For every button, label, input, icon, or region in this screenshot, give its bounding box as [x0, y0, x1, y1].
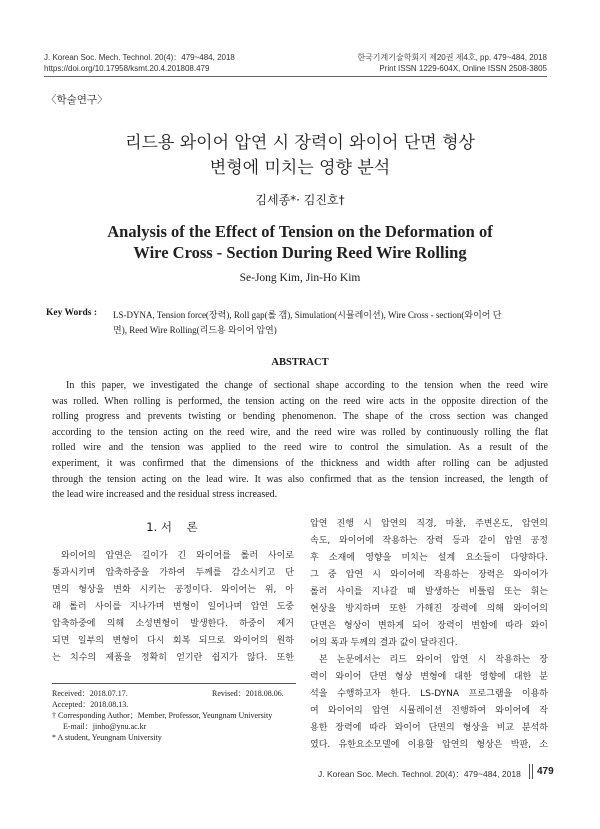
footer-divider — [529, 764, 530, 779]
body-line: 그 중 압연 시 와이어에 작용하는 장력은 와이어가 — [310, 570, 548, 580]
body-line: 용한 장력에 따라 와이어 단면의 형상을 비교 분석하 — [310, 723, 548, 733]
footer-divider — [532, 764, 533, 779]
student-note: * A student, Yeungnam University — [52, 733, 162, 742]
page-number: 479 — [537, 766, 554, 777]
title-ko-line2: 변형에 미치는 영향 분석 — [209, 158, 391, 178]
keywords-label: Key Words : — [46, 308, 98, 318]
keywords-line2: 면), Reed Wire Rolling(리드용 와이어 압연) — [113, 325, 277, 335]
article-category: 〈학술연구〉 — [46, 94, 108, 106]
abstract-line: experiment, it was confirmed that the dimensions of the thickness and width after rolling can be adjusted — [52, 457, 548, 469]
abstract-line: rolling progress and prevents twisting or bending phenomenon. The shape of the cross section was changed — [52, 411, 548, 423]
body-line: 력이 와이어 단면 형상 변형에 대한 영향에 대한 분 — [310, 672, 548, 682]
body-line: 단면은 형상이 변하게 되어 장력이 변함에 따라 와이 — [310, 621, 548, 631]
issn-line: Print ISSN 1229-604X, Online ISSN 2508-3805 — [379, 64, 547, 73]
keywords-line1: LS-DYNA, Tension force(장력), Roll gap(롤 갭), Simulation(시뮬레이션), Wire Cross - section(와이어 단 — [113, 310, 502, 320]
corresponding-author: † Corresponding Author；Member, Professor, Yeungnam University — [52, 711, 273, 720]
footnote-rule — [52, 683, 296, 684]
abstract-line: In this paper, we investigated the change of sectional shape according to the tension when the reed wire — [66, 380, 548, 391]
body-line: 통과시키며 압축하중을 가하여 두께를 감소시키고 단 — [52, 568, 294, 578]
body-line: 래 롤러 사이를 지나가며 변형이 일어나며 압연 도중 — [52, 602, 294, 612]
title-ko-line1: 리드용 와이어 압연 시 장력이 와이어 단면 형상 — [125, 133, 475, 153]
authors-ko: 김세종*· 김진호† — [255, 193, 345, 207]
revised-date: Revised：2018.08.06. — [212, 689, 284, 698]
abstract-line: the lead wire increased and the residual stress increased. — [52, 489, 278, 501]
body-line: 와이어의 압연은 길이가 긴 와이어를 롤러 사이로 — [61, 551, 294, 561]
body-line: 압연 진행 시 압연의 직경, 마찰, 주변온도, 압연의 — [310, 519, 548, 529]
body-line: 속도, 와이어에 작용하는 장력 등과 같이 압연 공정 — [310, 536, 548, 546]
authors-en: Se-Jong Kim, Jin-Ho Kim — [239, 272, 361, 284]
footer-citation: J. Korean Soc. Mech. Technol. 20(4)：479~484, 2018 — [318, 769, 521, 779]
title-en-line1: Analysis of the Effect of Tension on the Deformation of — [107, 222, 493, 241]
body-line: 면의 형상을 변화 시키는 공정이다. 와이어는 위, 아 — [52, 585, 294, 595]
received-date: Received：2018.07.17. — [52, 689, 128, 698]
journal-citation-left: J. Korean Soc. Mech. Technol. 20(4)：479~484, 2018 — [44, 53, 235, 62]
header-rule — [44, 76, 547, 77]
body-line: 롤러 사이를 지나갈 때 발생하는 비틀림 또는 휘는 — [310, 587, 548, 597]
abstract-line: was rolled. When rolling is performed, the tension acting on the reed wire acts in the opposite direction of the — [52, 395, 548, 407]
abstract-line: rolled wire and the tension was applied to the reed wire to control the simulation. As a result of the — [52, 442, 548, 454]
abstract-line: through the tension acting on the lead wire. It was also confirmed that as the tension increased, the length of — [52, 473, 548, 485]
body-line: 여 와이어의 압연 시뮬레이션 진행하여 와이어에 작 — [310, 706, 548, 716]
section-1-heading: 1. 서 론 — [146, 520, 198, 534]
doi-link[interactable]: https://doi.org/10.17958/ksmt.20.4.201808.479 — [44, 64, 210, 73]
body-line: 는 치수의 제품을 정확히 얻기란 쉽지가 않다. 또한 — [52, 653, 294, 663]
body-line: 본 논문에서는 리드 와이어 압연 시 작용하는 장 — [319, 655, 548, 665]
abstract-line: according to the tension acting on the reed wire, and the reed wire was rolled by continuously rolling the flat — [52, 426, 548, 438]
abstract-heading: ABSTRACT — [271, 357, 329, 368]
accepted-date: Accepted：2018.08.13. — [52, 700, 129, 709]
body-line: 였다. 유한요소모델에 이용할 압연의 형상은 박판, 소 — [310, 740, 548, 750]
body-line: 되면 일부의 변형이 다시 회복 되므로 와이어의 원하 — [52, 636, 294, 646]
abstract-body — [52, 378, 548, 503]
section-1-left-column — [52, 548, 294, 667]
body-line: 석을 수행하고자 한다. LS-DYNA 프로그램을 이용하 — [310, 689, 548, 699]
body-line: 어의 폭과 두께의 결과 값이 달라진다. — [310, 638, 458, 648]
section-1-right-column — [310, 516, 548, 754]
body-line: 후 소재에 영향을 미치는 설계 요소들이 다양하다. — [310, 553, 548, 563]
body-line: 압축하중에 의해 소성변형이 발생한다. 하중이 제거 — [52, 619, 294, 629]
author-email[interactable]: E-mail：jinho@ynu.ac.kr — [63, 722, 147, 731]
title-en-line2: Wire Cross - Section During Reed Wire Rolling — [133, 243, 467, 262]
journal-citation-right: 한국기계기술학회지 제20권 제4호, pp. 479~484, 2018 — [357, 53, 547, 62]
body-line: 현상을 방지하며 또한 가해진 장력에 의해 와이어의 — [310, 604, 548, 614]
